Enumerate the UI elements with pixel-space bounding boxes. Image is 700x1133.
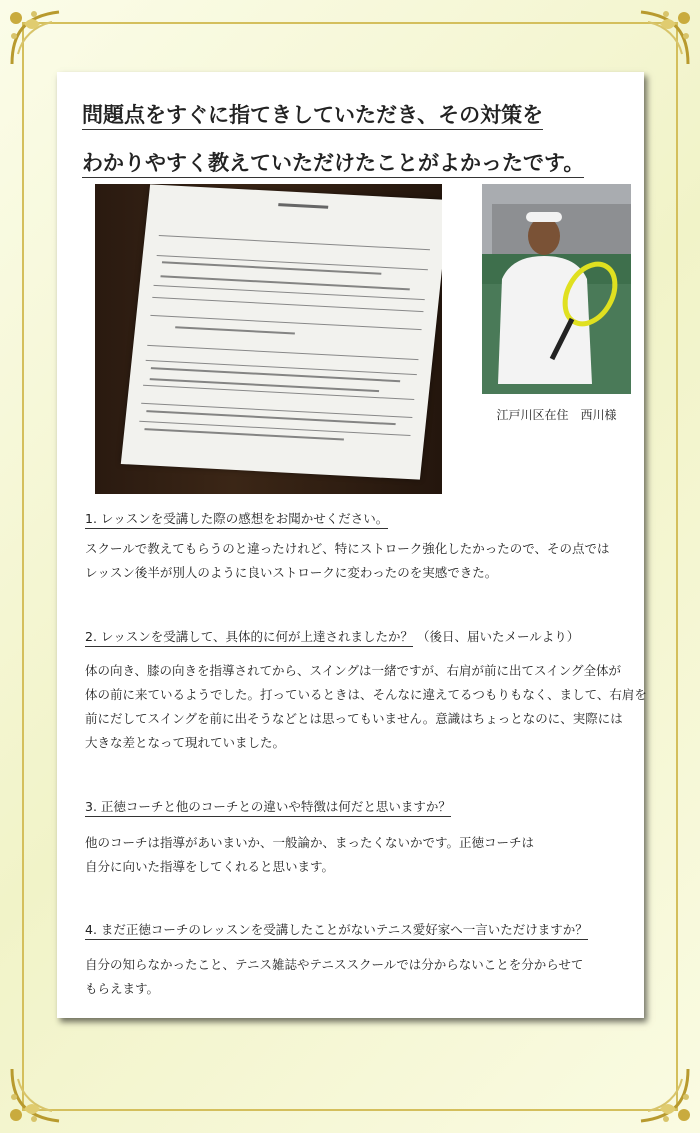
answer-2-line: 前にだしてスイングを前に出そうなどとは思ってもいません。意識はちょっとなのに、実際には — [85, 711, 623, 726]
answer-4 — [85, 953, 615, 1001]
question-1-text: 1. レッスンを受講した際の感想をお聞かせください。 — [85, 511, 388, 529]
customer-caption: 江戸川区在住 西川様 — [496, 408, 617, 422]
answer-4-line: もらえます。 — [85, 981, 160, 996]
survey-sheet-photo — [95, 184, 442, 494]
survey-paper — [121, 184, 442, 479]
question-3-text: 3. 正徳コーチと他のコーチとの違いや特徴は何だと思いますか？ — [85, 799, 451, 817]
question-2-note: （後日、届いたメールより） — [417, 629, 580, 644]
answer-3-line: 他のコーチは指導があいまいか、一般論か、まったくないかです。正徳コーチは — [85, 835, 535, 850]
answer-2-line: 大きな差となって現れていました。 — [85, 735, 286, 750]
headline-line-2: わかりやすく教えていただけたことがよかったです。 — [82, 151, 584, 178]
headline — [82, 91, 622, 187]
ornament-corner-icon — [4, 1059, 74, 1129]
ornament-corner-icon — [4, 4, 74, 74]
question-2-text: 2. レッスンを受講して、具体的に何が上達されましたか？ — [85, 629, 413, 647]
question-4 — [85, 920, 588, 938]
ornament-corner-icon — [626, 4, 696, 74]
answer-2 — [85, 659, 647, 755]
answer-3 — [85, 831, 615, 879]
customer-photo — [482, 184, 631, 394]
answer-1 — [85, 537, 615, 585]
ornament-corner-icon — [626, 1059, 696, 1129]
answer-3-line: 自分に向いた指導をしてくれると思います。 — [85, 859, 335, 874]
answer-2-line: 体の前に来ているようでした。打っているときは、そんなに違えてるつもりもなく、まして、右肩を — [85, 687, 647, 702]
question-3 — [85, 797, 451, 815]
tennis-player-icon — [482, 184, 631, 394]
answer-1-line: スクールで教えてもらうのと違ったけれど、特にストローク強化したかったので、その点では — [85, 541, 610, 556]
question-1 — [85, 509, 388, 527]
question-2 — [85, 627, 579, 645]
question-4-text: 4. まだ正徳コーチのレッスンを受講したことがないテニス愛好家へ一言いただけますか？ — [85, 922, 588, 940]
answer-4-line: 自分の知らなかったこと、テニス雑誌やテニススクールでは分からないことを分からせて — [85, 957, 584, 972]
headline-line-1: 問題点をすぐに指てきしていただき、その対策を — [82, 103, 543, 130]
answer-2-line: 体の向き、膝の向きを指導されてから、スイングは一緒ですが、右肩が前に出てスイング全体が — [85, 663, 622, 678]
answer-1-line: レッスン後半が別人のように良いストロークに変わったのを実感できた。 — [85, 565, 498, 580]
